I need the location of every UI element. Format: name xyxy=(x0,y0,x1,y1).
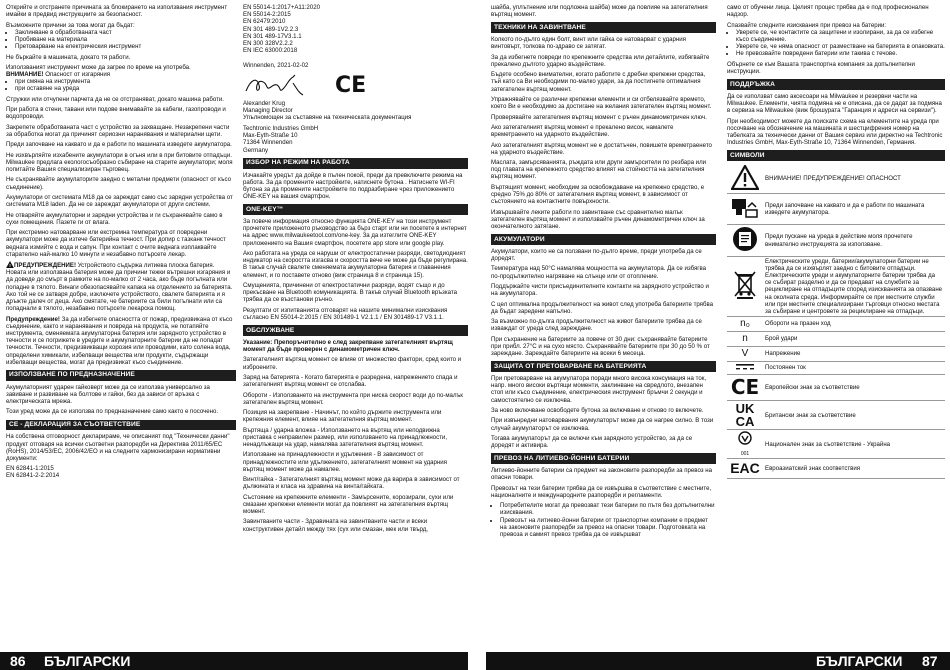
symbols-table xyxy=(727,164,945,479)
text: Обърнете се към Вашата транспортна компания за допълнителни инструкции. xyxy=(727,60,915,75)
symbol-cell xyxy=(727,361,763,374)
list-item: • Потребителите могат да превозват тези батерии по пътя без допълнителни изисквания. xyxy=(500,502,716,516)
text: Винт/гайка - Затегателният въртящ момент може да варира в зависимост от дължината и класа на здравина на винта/гайката. xyxy=(243,476,460,491)
text: Въртящият момент, необходим за освобождаване на крепежно средство, е средно 75% до 80% от затегателния въртящ момент, в зависимост от състоянието на контактните повърхности. xyxy=(491,183,705,206)
symbol-description: Напрежение xyxy=(763,346,945,361)
text: Акумулатори, които не са ползвани по-дълго време, преди употреба да се доредят. xyxy=(491,247,702,263)
symbol-description: Обороти на празен ход xyxy=(763,317,945,332)
standard: EN 55014-2:2015 xyxy=(243,11,291,19)
column-2 xyxy=(243,4,468,536)
text: Опасност от изгаряния xyxy=(43,71,111,79)
text: Открийте и отстранете причината за блокирането на използвания инструмент имайки в предвид инструкциите за безопасност. xyxy=(6,4,228,19)
language-label: БЪЛГАРСКИ xyxy=(816,653,903,669)
text: Резултати от изпитванията отговарят на нашите минимални изисквания съгласно EN 55014-2:2015 / EN 301489-1 V2.1.1 / EN 301489-17 V3.1.1. xyxy=(243,306,448,321)
ukca-mark-line: CA xyxy=(735,414,755,430)
symbol-cell xyxy=(727,225,763,256)
standard: EN IEC 63000:2018 xyxy=(243,47,298,55)
warning-label: ВНИМАНИЕ! xyxy=(6,71,44,79)
symbol-description: Национален знак за съответствие - Украйна xyxy=(763,430,945,459)
text: При извънредни натоварвания акумулаторът може да се нагрее силно. В този случай акумулаторът се изключва. xyxy=(491,417,714,432)
eac-mark-icon: EAC xyxy=(730,460,760,477)
address-line: 71364 Winnenden xyxy=(243,139,293,147)
signatory-name: Alexander Krug xyxy=(243,99,286,107)
symbol-description: Британски знак за съответствие xyxy=(763,401,945,430)
symbol-cell xyxy=(727,164,763,194)
text: Превозът на тези батерии трябва да се извършва в съответствие с местните, националните и международните разпоредби и регламенти. xyxy=(491,484,712,499)
text: За ново включване освободете бутона за включване и отново го включете. xyxy=(491,406,704,414)
text: Колкото по-дълго един болт, винт или гайка се натоварват с ударния винтовърт, толкова по-здраво се затягат. xyxy=(491,36,686,51)
text: Акумулаторният ударен гайковерт може да се използва универсално за завиване и развиване на болтове и гайки, без да зависи от връзка с електрическата мрежа. xyxy=(6,383,210,406)
list-item: • Претоварване на електрическия инструмент xyxy=(15,43,236,50)
svg-text:!: ! xyxy=(9,263,11,269)
text: При претоварване на акумулатора поради много висока консумация на ток, напр. много високи въртящи моменти, заклинване на свредлото, внезапен стоп или късо съединение, електрическия инструмент бръмчи 2 секунди и самостоятелно се изключва. xyxy=(491,375,707,404)
list-item: • Уверете се, че контактите са защитени и изолирани, за да се избегне късо съединение. xyxy=(736,29,945,43)
warning-triangle-icon xyxy=(6,261,14,268)
standard: EN 62841-1:2015 xyxy=(6,465,54,473)
text: Ако работата на уреда се наруши от електростатични разряди, светодиодният индикатор на скоростта изгасва и скоростта вече не може да бъде регулирана. В такъв случай свалете сменяемата акумулаторна батерия и главанения елемент, и го поставете отново (виж страница 8 и страница 15). xyxy=(243,250,468,279)
text: Поддържайте чисти присъединителните контакти на зарядното устройство и на акумулатора. xyxy=(491,283,709,298)
text: Използваният инструмент може да загрее по време на употреба. xyxy=(6,63,191,71)
text: Възможните причини за това могат да бъдат: xyxy=(6,21,135,29)
text: Закрепете обработваната част с устройство за захващане. Незакрепени части за обработка могат да причинят сериозни наранявания и материални щети. xyxy=(6,123,230,138)
text: Упълномощен за съставяне на техническата документация xyxy=(243,113,412,121)
ukca-mark-icon xyxy=(729,402,761,428)
section-heading: ЗАЩИТА ОТ ПРЕТОВАРВАНЕ НА БАТЕРИЯТА xyxy=(491,361,716,372)
symbol-cell xyxy=(727,459,763,479)
text: Устройството съдържа литиева плоска батерия. Новата или използвана батерия може да причини тежки вътрешни изгаряния и да доведе до смърт в рамките на по-малко от 2 часа, ако бъде погълната или попадне в тялото. Винаги обезопасявайте капака на отделението за батерията. Ако той не се затваря добре, изключете устройството, свалете батерията и я дръжте далеч от деца. Ако смятате, че батериите са били погълнати или са попаднали в тялото, незабавно потърсете лекарска помощ. xyxy=(6,262,233,313)
section-heading: ПОДДРЪЖКА xyxy=(727,79,945,90)
table-row xyxy=(727,346,945,361)
text: Ако затегателният въртящ момент е прекалено висок, намалете времетраенето на ударното въздействие. xyxy=(491,123,674,139)
table-row xyxy=(727,401,945,430)
table-row xyxy=(727,374,945,401)
symbol-cell xyxy=(727,194,763,225)
symbol-cell: n₀ xyxy=(727,317,763,332)
table-row xyxy=(727,331,945,346)
text: Ако затегателният въртящ момент не е достатъчен, повишете времетраенето на ударното въздействие. xyxy=(491,141,712,156)
list xyxy=(6,29,236,51)
text: Обороти - Използването на инструмента при ниска скорост води до по-малък затегателен въртящ момент. xyxy=(243,391,463,406)
table-row xyxy=(727,164,945,194)
warning-label: ПРЕДУПРЕЖДЕНИЕ! xyxy=(14,262,77,270)
text: Не съхранявайте акумулаторите заедно с метални предмети (опасност от късо съединение). xyxy=(6,176,231,191)
text: Този уред може да се използва по предназначение само както е посочено. xyxy=(6,408,219,416)
text: Литиево-йонните батерии са предмет на законовите разпоредби за превоз на опасни товари. xyxy=(491,467,713,482)
symbol-cell xyxy=(727,401,763,430)
text: Смущенията, причинени от електростатични разряди, водят също и до прекъсване на Bluetooth комуникацията. В такъв случай Bluetooth връзката трябва да се възстанови ръчно. xyxy=(243,281,457,304)
page-number: 87 xyxy=(922,653,938,669)
table-row xyxy=(727,194,945,225)
column-4 xyxy=(727,4,945,479)
text: При работа в стени, тавани или подове внимавайте за кабели, газопроводи и водопроводи. xyxy=(6,106,226,121)
ukraine-conformity-icon xyxy=(733,431,757,449)
symbol-cell: V xyxy=(727,346,763,361)
list-item: • Заклинване в обработваната част xyxy=(15,29,236,36)
text: шайба, уплътнение или подложна шайба) може да повлияе на затегателния въртящ момент. xyxy=(491,4,708,19)
ce-mark-icon: CE xyxy=(730,374,760,399)
ukraine-mark-number: 001 xyxy=(740,450,750,457)
text: Не отваряйте акумулаторни и зарядни устройства и ги съхранявайте само в сухи помещения. Пазете ги от влага. xyxy=(6,211,223,226)
direct-current-icon xyxy=(735,363,755,371)
symbol-cell xyxy=(727,430,763,459)
section-heading: ИЗПОЛЗВАНЕ ПО ПРЕДНАЗНАЧЕНИЕ xyxy=(6,370,236,381)
signature-block xyxy=(243,73,468,97)
text: Тогава акумулаторът да се включи към зарядното устройство, за да се доредят и активира. xyxy=(491,434,693,450)
footer-right xyxy=(486,652,950,670)
symbol-description: Преди пускане на уреда в действие моля прочетете внимателно инструкцията за използване. xyxy=(763,225,945,256)
warning-triangle-icon xyxy=(731,165,759,190)
page-number: 86 xyxy=(10,653,26,669)
list-item: • при оставяне на уреда xyxy=(15,85,236,92)
text: Позиция на закрепване - Начинът, по който държите инструмента или крепежния елемент, влияе на затегателния въртящ момент. xyxy=(243,409,442,424)
symbol-description: ВНИМАНИЕ! ПРЕДУПРЕЖДЕНИЕ! ОПАСНОСТ xyxy=(763,164,945,194)
text: Указание: Препоръчително е след закрепване затегателният въртящ момент да бъде проверен с динамометричен ключ. xyxy=(243,338,453,354)
text: Не бъркайте в машината, докато тя работи. xyxy=(6,53,131,61)
standard: EN 55014-1:2017+A11:2020 xyxy=(243,4,320,11)
text: Стружки или отчупени парчета да не се отстраняват, докато машина работи. xyxy=(6,95,224,103)
text: Акумулатори от системата M18 да се зареждат само със зарядни устройства от системата M18 laden. Да не се зареждат акумулатори от други системи. xyxy=(6,194,233,209)
text: При съхранение на батериите за повече от 30 дни: съхранявайте батериите при прибл. 27°С и на сухо място. Съхранявайте батериите при 30 до 50 % от зареждане. Зареждайте батериите на всеки 6 месеца. xyxy=(491,335,710,358)
address-line: Germany xyxy=(243,146,269,154)
table-row xyxy=(727,361,945,374)
list xyxy=(6,78,236,92)
declaration-date: Winnenden, 2021-02-02 xyxy=(243,62,309,70)
text: Да се използват само аксесоари на Milwaukee и резервни части на Milwaukee. Елементи, чията подмяна не е описана, да се дадат за подмяна в сервиза на Milwaukee (виж брошурата "Гаранция и адреси на сервизи"). xyxy=(727,92,942,115)
text: Маслата, замърсяванията, ръждата или други замърсители по резбара или под главата на крепежното средство влияят на стойността на затегателния въртящ момент. xyxy=(491,159,707,181)
symbol-description: Евроазиатский знак соответствия xyxy=(763,459,945,479)
standard: EN 301 489-1V2.2.3 xyxy=(243,25,299,33)
symbol-description: Електрическите уреди, батерии/акумулаторни батерии не трябва да се изхвърлят заедно с битовите отпадъци. Електрическите уреди и акумулаторните батерии трябва да се събират разделно и да се предават на службите за рециклиране на отпадъците според изискванията за опазване на околната среда. Информирайте се при местните служби или при местните специализирани търговци относно местата за събиране и центровете за рециклиране на отпадъци. xyxy=(763,256,945,317)
text: За възможно по-дълга продължителност на живот батериите трябва да се изваждат от уреда след зареждане. xyxy=(491,318,702,333)
section-heading: ИЗБОР НА РЕЖИМ НА РАБОТА xyxy=(243,158,468,169)
text: На собствена отговорност декларираме, че описаният под "Технически данни" продукт отговаря на всички съответни разпоредби на Директива 2011/65/ЕС (RoHS), 2014/53/ЕС, 2006/42/ЕО и на следните хармонизирани нормативни документи: xyxy=(6,433,230,462)
text: За повече информация относно функцията ONE-KEY на този инструмент прочетете приложеното ръководство за бърз старт или ни посетете в интернет на адрес www.milwaukeetool.com/one-key. За да изтеглите ONE-KEY приложението на Вашия смартфон, посетете app store или google play. xyxy=(243,218,467,247)
symbol-cell: n xyxy=(727,331,763,346)
text: За да избегнете повреди по крепежните средства или детайлите, избягвайте прекалено дългото ударно въздействие. xyxy=(491,53,710,68)
signature-icon xyxy=(243,73,313,97)
standard: EN 62479:2010 xyxy=(243,18,286,26)
list-item: • Не превозвайте повредени батерии или такива с течове. xyxy=(736,50,945,57)
warning-label: Предупреждение! xyxy=(6,315,60,323)
text: Състояние на крепежните елементи - Замърсените, корозирали, сухи или смазани крепежни елементи могат да повлияят на затегателния въртящ момент. xyxy=(243,493,454,516)
text: Извършвайте леките работи по завинтване със сравнително малък затегателен въртящ момент и използвайте ръчен динамометричен ключ за окончателното затягане. xyxy=(491,208,705,230)
section-heading: ПРЕВОЗ НА ЛИТИЕВО-ЙОННИ БАТЕРИИ xyxy=(491,453,716,464)
list xyxy=(727,29,945,58)
text: Бъдете особено внимателни, когато работите с дребни крепежни средства, тъй като са Ви необходими по-малко удари, за да постигнете оптималния затегателен въртящ момент. xyxy=(491,71,706,93)
text: Упражнявайте се различни крепежни елементи и си отбелязвайте времето, което Ви е необходимо за достигане на желания затегателен въртящ момент. xyxy=(491,96,712,111)
text: За да избегнете опасността от пожар, предизвикана от късо съединение, както и наранявания и повреда на продукта, не потапяйте инструмента, сменяемата акумулаторна батерия или зарядното устройство в течности и се погрижете в уредите и акумулаторните батерии да не попадат течности. Течности, предизвикващи корозия или проводими, като солена вода, определени химикали, избелващи вещества или продукти, съдържащи избелващи вещества, могат да предизвикат късо съединение. xyxy=(6,315,233,366)
text: Затегателният въртящ момент се влияе от множество фактори, сред които и изброените. xyxy=(243,356,462,371)
column-1 xyxy=(6,4,236,480)
text: Спазвайте следните изисквания при превоз на батерии: xyxy=(727,21,887,29)
address-line: Techtronic Industries GmbH xyxy=(243,125,319,133)
symbol-cell xyxy=(727,256,763,317)
list-item: • Пробиване на материала xyxy=(15,36,236,43)
standard: EN 62841-2-2:2014 xyxy=(6,472,60,480)
ce-mark-icon: CE xyxy=(335,72,367,98)
language-label: БЪЛГАРСКИ xyxy=(44,653,131,669)
footer-left xyxy=(0,652,468,670)
text xyxy=(6,64,236,78)
text: Използване на принадлежности и удължения - В зависимост от принадлежностите или удължението, затегателният момент на ударния въртящ момент може да намалее. xyxy=(243,451,447,473)
signatory-title: Managing Director xyxy=(243,106,293,114)
table-row xyxy=(727,430,945,459)
table-row xyxy=(727,256,945,317)
section-heading: ONE-KEY™ xyxy=(243,204,468,215)
text xyxy=(6,316,236,366)
standard: EN 301 489-17V3.1.1 xyxy=(243,32,302,40)
text: Въртяща / ударна вложка - Използването на въртящ или неподвижна приставка с неправилен размер, или използването на принадлежности, ненадлъжащи на удар, намалява затегателния въртящ момент. xyxy=(243,426,448,449)
section-heading: ОБСЛУЖВАНЕ xyxy=(243,325,468,336)
text: Заряд на батерията - Когато батерията е разредена, напрежението спада и затегателният въртящ момент се отслабва. xyxy=(243,373,458,389)
symbol-description: Брой удари xyxy=(763,331,945,346)
section-heading: СИМВОЛИ xyxy=(727,150,945,161)
symbol-cell xyxy=(727,374,763,401)
text: Температура над 50°С намалява мощността на акумулатора. Да се избягва по-продължително нагряване на слънце или от отопление. xyxy=(491,265,707,280)
section-heading: СЕ - ДЕКЛАРАЦИЯ ЗА СЪОТВЕТСТВИЕ xyxy=(6,420,236,431)
text: Преди започване на каквато и да е работи по машината изведете акумулатора. xyxy=(6,141,232,149)
text: Проверявайте затегателния въртящ момент с ръчен динамометричен ключ. xyxy=(491,113,707,121)
list-item: • Уверете се, че няма опасност от разместване на батерията в опаковката. xyxy=(736,43,945,50)
text: Изчакайте уредът да дойде в пълен покой, преди да превключите режима на работа. За да промените настройките, натиснете бутона . Натиснете WI-FI бутона за да промените настройките по подразбиране чрез приложението ONE-KEY на вашия смартфон. xyxy=(243,171,463,201)
section-heading: ТЕХНИКИ НА ЗАВИНТВАНЕ xyxy=(491,22,716,33)
section-heading: АКУМУЛАТОРИ xyxy=(491,234,716,245)
column-3 xyxy=(491,4,716,541)
text: При необходимост можете да поискате схема на елементите на уреда при посочване на обозначение на машината и шестцифрения номер на табелката за технически данни от Вашия сервиз или директно на Techtronic Industries GmbH, Max-Eyth-Straße 10, 71364 Winnenden, Германия. xyxy=(727,117,943,147)
list-item: • при смяна на инструмента xyxy=(15,78,236,85)
table-row xyxy=(727,225,945,256)
ukca-mark-line: UK xyxy=(735,401,755,417)
text: Не изхвърляйте изхабените акумулатори в огъня или в при битовите отпадъци. Milwaukee предлага екологосъобразно събиране на старите акумулатори; моля попитайте Вашия специализиран търговец. xyxy=(6,151,233,174)
text: При екстремно натоварване или екстремна температура от повредени акумулатори може да изтече батерийна течност. При допир с тазканк течност веднага измийте с вода и сапун. При контакт с очите веднага изплаквайте старателно най-малко 10 минути и незабавно потърсете лекар. xyxy=(6,229,226,258)
list xyxy=(491,502,716,538)
text: Завинтваните части - Здравината на завинтваните части и всеки конструктивен детайл между тях (сух или смазан, мек или твърд, xyxy=(243,518,428,533)
table-row xyxy=(727,317,945,332)
standard: EN 300 328V2.2.2 xyxy=(243,39,293,47)
list-item: • Превозът на литиево-йонни батерии от транспортни компании е предмет на законовите разпоредби за превоз на опасни товари. Подготовката на превоза и самият превоз трябва да се извършват xyxy=(500,517,716,539)
text: С цел оптимална продължителност на живот след употреба батериите трябва да бъдат заредени напълно. xyxy=(491,300,714,315)
symbol-description: Преди започване на каквато и да е работи по машината изведете акумулатора. xyxy=(763,194,945,225)
remove-battery-icon xyxy=(730,195,760,221)
read-manual-icon xyxy=(732,226,758,252)
crossed-bin-icon xyxy=(732,270,758,300)
table-row xyxy=(727,459,945,479)
text xyxy=(6,261,236,312)
text: само от обучени лица. Целият процес трябва да е под професионален надзор. xyxy=(727,4,929,19)
address-line: Max-Eyth-Straße 10 xyxy=(243,132,298,140)
symbol-description: Постоянен ток xyxy=(763,361,945,374)
symbol-description: Европейски знак за съответствие xyxy=(763,374,945,401)
